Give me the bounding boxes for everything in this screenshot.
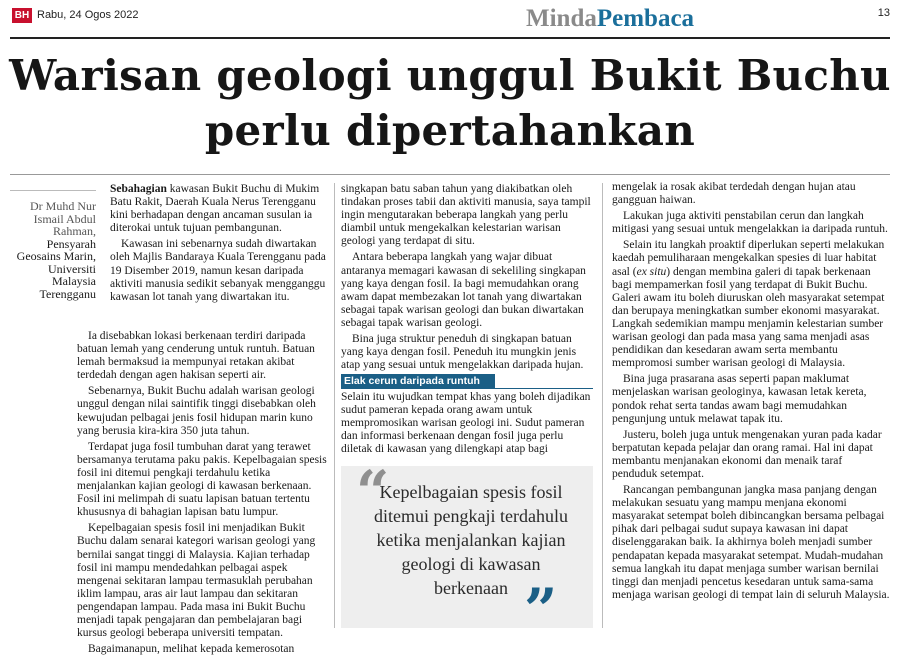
lead-text: kawasan Bukit Buchu di Mukim Batu Rakit, Daerah Kuala Nerus Terengganu kini berhadapan dengan ancaman susulan ia diterokai untuk tujuan pembangunan.	[110, 183, 320, 235]
publication-date: Rabu, 24 Ogos 2022	[37, 9, 139, 21]
open-quote-icon: “	[356, 458, 390, 526]
paragraph: Bina juga prasarana asas seperti papan maklumat menjelaskan warisan geologinya, kawasan letak kereta, pondok rehat serta tandas awam bagi memudahkan pengunjung untuk melawat tapak itu.	[612, 373, 867, 425]
column-2-continued	[341, 391, 593, 459]
paragraph: Terdapat juga fosil tumbuhan darat yang terawet bersamanya terutama paku pakis. Kepelbagaian spesis fosil ini ditemui pengkaji terdahulu ketika menjalankan kajian geologi di kawasan berkenaan. Fosil ini melimpah di suatu lapisan batuan tertentu khususnya di bahagian lapisan batu lumpur.	[77, 440, 327, 519]
paragraph: Lakukan juga aktiviti penstabilan cerun dan langkah mitigasi yang sesuai untuk mengelakkan ia daripada runtuh.	[612, 210, 888, 236]
paragraph	[612, 239, 890, 370]
byline-rule	[10, 190, 96, 191]
subheading-rule	[341, 388, 593, 389]
text-segment: Selain itu langkah proaktif diperlukan seperti melakukan kaedah pemuliharaan mengekalkan spesies di luar habitat asal (	[612, 239, 885, 278]
column-1-bottom	[77, 330, 329, 659]
pull-quote-text: Kepelbagaian spesis fosil ditemui pengkaji terdahulu ketika menjalankan kajian geologi di kawasan berkenaan	[374, 482, 568, 598]
byline-role: Pensyarah Geosains Marin, Universiti Malaysia Terengganu	[16, 236, 96, 301]
column-divider	[602, 183, 603, 628]
paragraph: Ia disebabkan lokasi berkenaan terdiri daripada batuan lemah yang cenderung untuk runtuh. Batuan lemah bermaksud ia mempunyai retakan akibat terdedah dengan agen hakisan seperti air.	[77, 330, 315, 382]
paragraph: Antara beberapa langkah yang wajar dibuat antaranya memagari kawasan di sekeliling singkapan yang kaya dengan fosil. Ia bagi memudahkan orang awam dapat membezakan lot tanah yang diwartakan sebagai tapak warisan geologi dan bukan diwartakan sebagai tapak warisan geologi.	[341, 251, 586, 329]
text-segment: ) dengan membina galeri di tapak berkenaan bagi mempamerkan fosil yang terdapat di Bukit Buchu. Galeri awam itu boleh diuruskan oleh masyarakat setempat dan berupaya meningkatkan sumber ekonomi masyarakat. Langkah sedemikian mampu menjamin kelestarian sumber warisan geologi dan pada masa yang sama menjadi asas pendidikan dan kesedaran awam serta membantu mempromosi sumber warisan geologi di Malaysia.	[612, 265, 885, 370]
byline	[10, 200, 96, 300]
byline-author: Dr Muhd Nur Ismail Abdul Rahman,	[30, 199, 96, 238]
headline: Warisan geologi unggul Bukit Buchu perlu dipertahankan	[9, 51, 891, 155]
paragraph: Bina juga struktur peneduh di singkapan batuan yang kaya dengan fosil. Peneduh itu mungkin jenis atap yang sesuai untuk mengelakkan daripada hujan.	[341, 333, 584, 372]
headline-rule	[10, 174, 890, 175]
page-number: 13	[877, 7, 890, 19]
paragraph: Kawasan ini sebenarnya sudah diwartakan oleh Majlis Bandaraya Kuala Terengganu pada 19 Disember 2019, namun kesan daripada aktiviti manusia sedikit sebanyak mengganggu kawasan lot tanah yang diwartakan itu.	[110, 238, 326, 303]
paragraph: Rancangan pembangunan jangka masa panjang dengan melakukan sesuatu yang mampu menjana ekonomi masyarakat setempat boleh dibincangkan bersama pelbagai pihak dari pelbagai sudut supaya kawasan ini dapat diselenggarakan baik. Ia akhirnya boleh menjadi sumber pendapatan kepada masyarakat setempat. Mudah-mudahan semua langkah itu dapat menjaga sumber warisan bernilai tinggi dan menjadi pencetus kesedaran untuk sama-sama menjaga warisan geologi di tempat lain di seluruh Malaysia.	[612, 484, 890, 601]
section-title-part2: Pembaca	[596, 5, 695, 32]
paragraph: singkapan batu saban tahun yang diakibatkan oleh tindakan proses tabii dan aktiviti manusia, saya tampil ingin mengutarakan beberapa langkah yang perlu diambil untuk mengekalkan kelestarian warisan geologi yang terdapat di situ.	[341, 183, 591, 248]
paragraph-lead	[110, 183, 328, 235]
paragraph: Selain itu wujudkan tempat khas yang boleh dijadikan sudut pameran kepada orang awam untuk mempromosikan warisan geologi ini. Sudut pameran dan informasi berkenaan dengan fosil juga perlu diletak di kawasan yang dilengkapi atap bagi	[341, 391, 591, 456]
column-2	[341, 183, 593, 375]
masthead	[0, 0, 900, 36]
section-title	[526, 4, 694, 34]
paragraph: Sebenarnya, Bukit Buchu adalah warisan geologi unggul dengan nilai saintifik tinggi disebabkan oleh kewujudan pelbagai jenis fosil hidupan marin kuno yang berusia kira-kira 350 juta tahun.	[77, 385, 316, 437]
column-divider	[334, 183, 335, 628]
column-3	[612, 181, 890, 605]
paragraph: mengelak ia rosak akibat terdedah dengan hujan atau gangguan haiwan.	[612, 181, 856, 207]
lead-word: Sebahagian	[110, 183, 167, 195]
subheading: Elak cerun daripada runtuh	[341, 374, 495, 388]
pull-quote	[341, 458, 593, 644]
paragraph: Kepelbagaian spesis fosil ini menjadikan Bukit Buchu dalam senarai kategori warisan geologi yang bernilai sangat tinggi di Malaysia. Kajian terhadap fosil ini mampu mendedahkan pelbagai aspek mengenai sekitaran lampau termasuklah perubahan iklim lampau, aras air laut lampau dan sekitaran pengendapan lampau. Pada masa ini Bukit Buchu menjadi tapak pengajaran dan pembelajaran bagi kursus geologi beberapa universiti tempatan.	[77, 522, 316, 640]
bh-logo: BH	[12, 8, 32, 23]
paragraph: Bagaimanapun, melihat kepada kemerosotan	[88, 643, 295, 656]
paragraph: Justeru, boleh juga untuk mengenakan yuran pada kadar berpatutan kepada pelajar dan orang ramai. Hal ini dapat membantu menjanakan ekonomi dan menaik taraf penduduk setempat.	[612, 428, 882, 480]
masthead-rule	[10, 37, 890, 39]
close-quote-icon: ”	[524, 576, 558, 644]
section-title-part1: Minda	[526, 5, 597, 32]
italic-term: ex situ	[636, 265, 667, 278]
column-1-top	[110, 183, 328, 307]
